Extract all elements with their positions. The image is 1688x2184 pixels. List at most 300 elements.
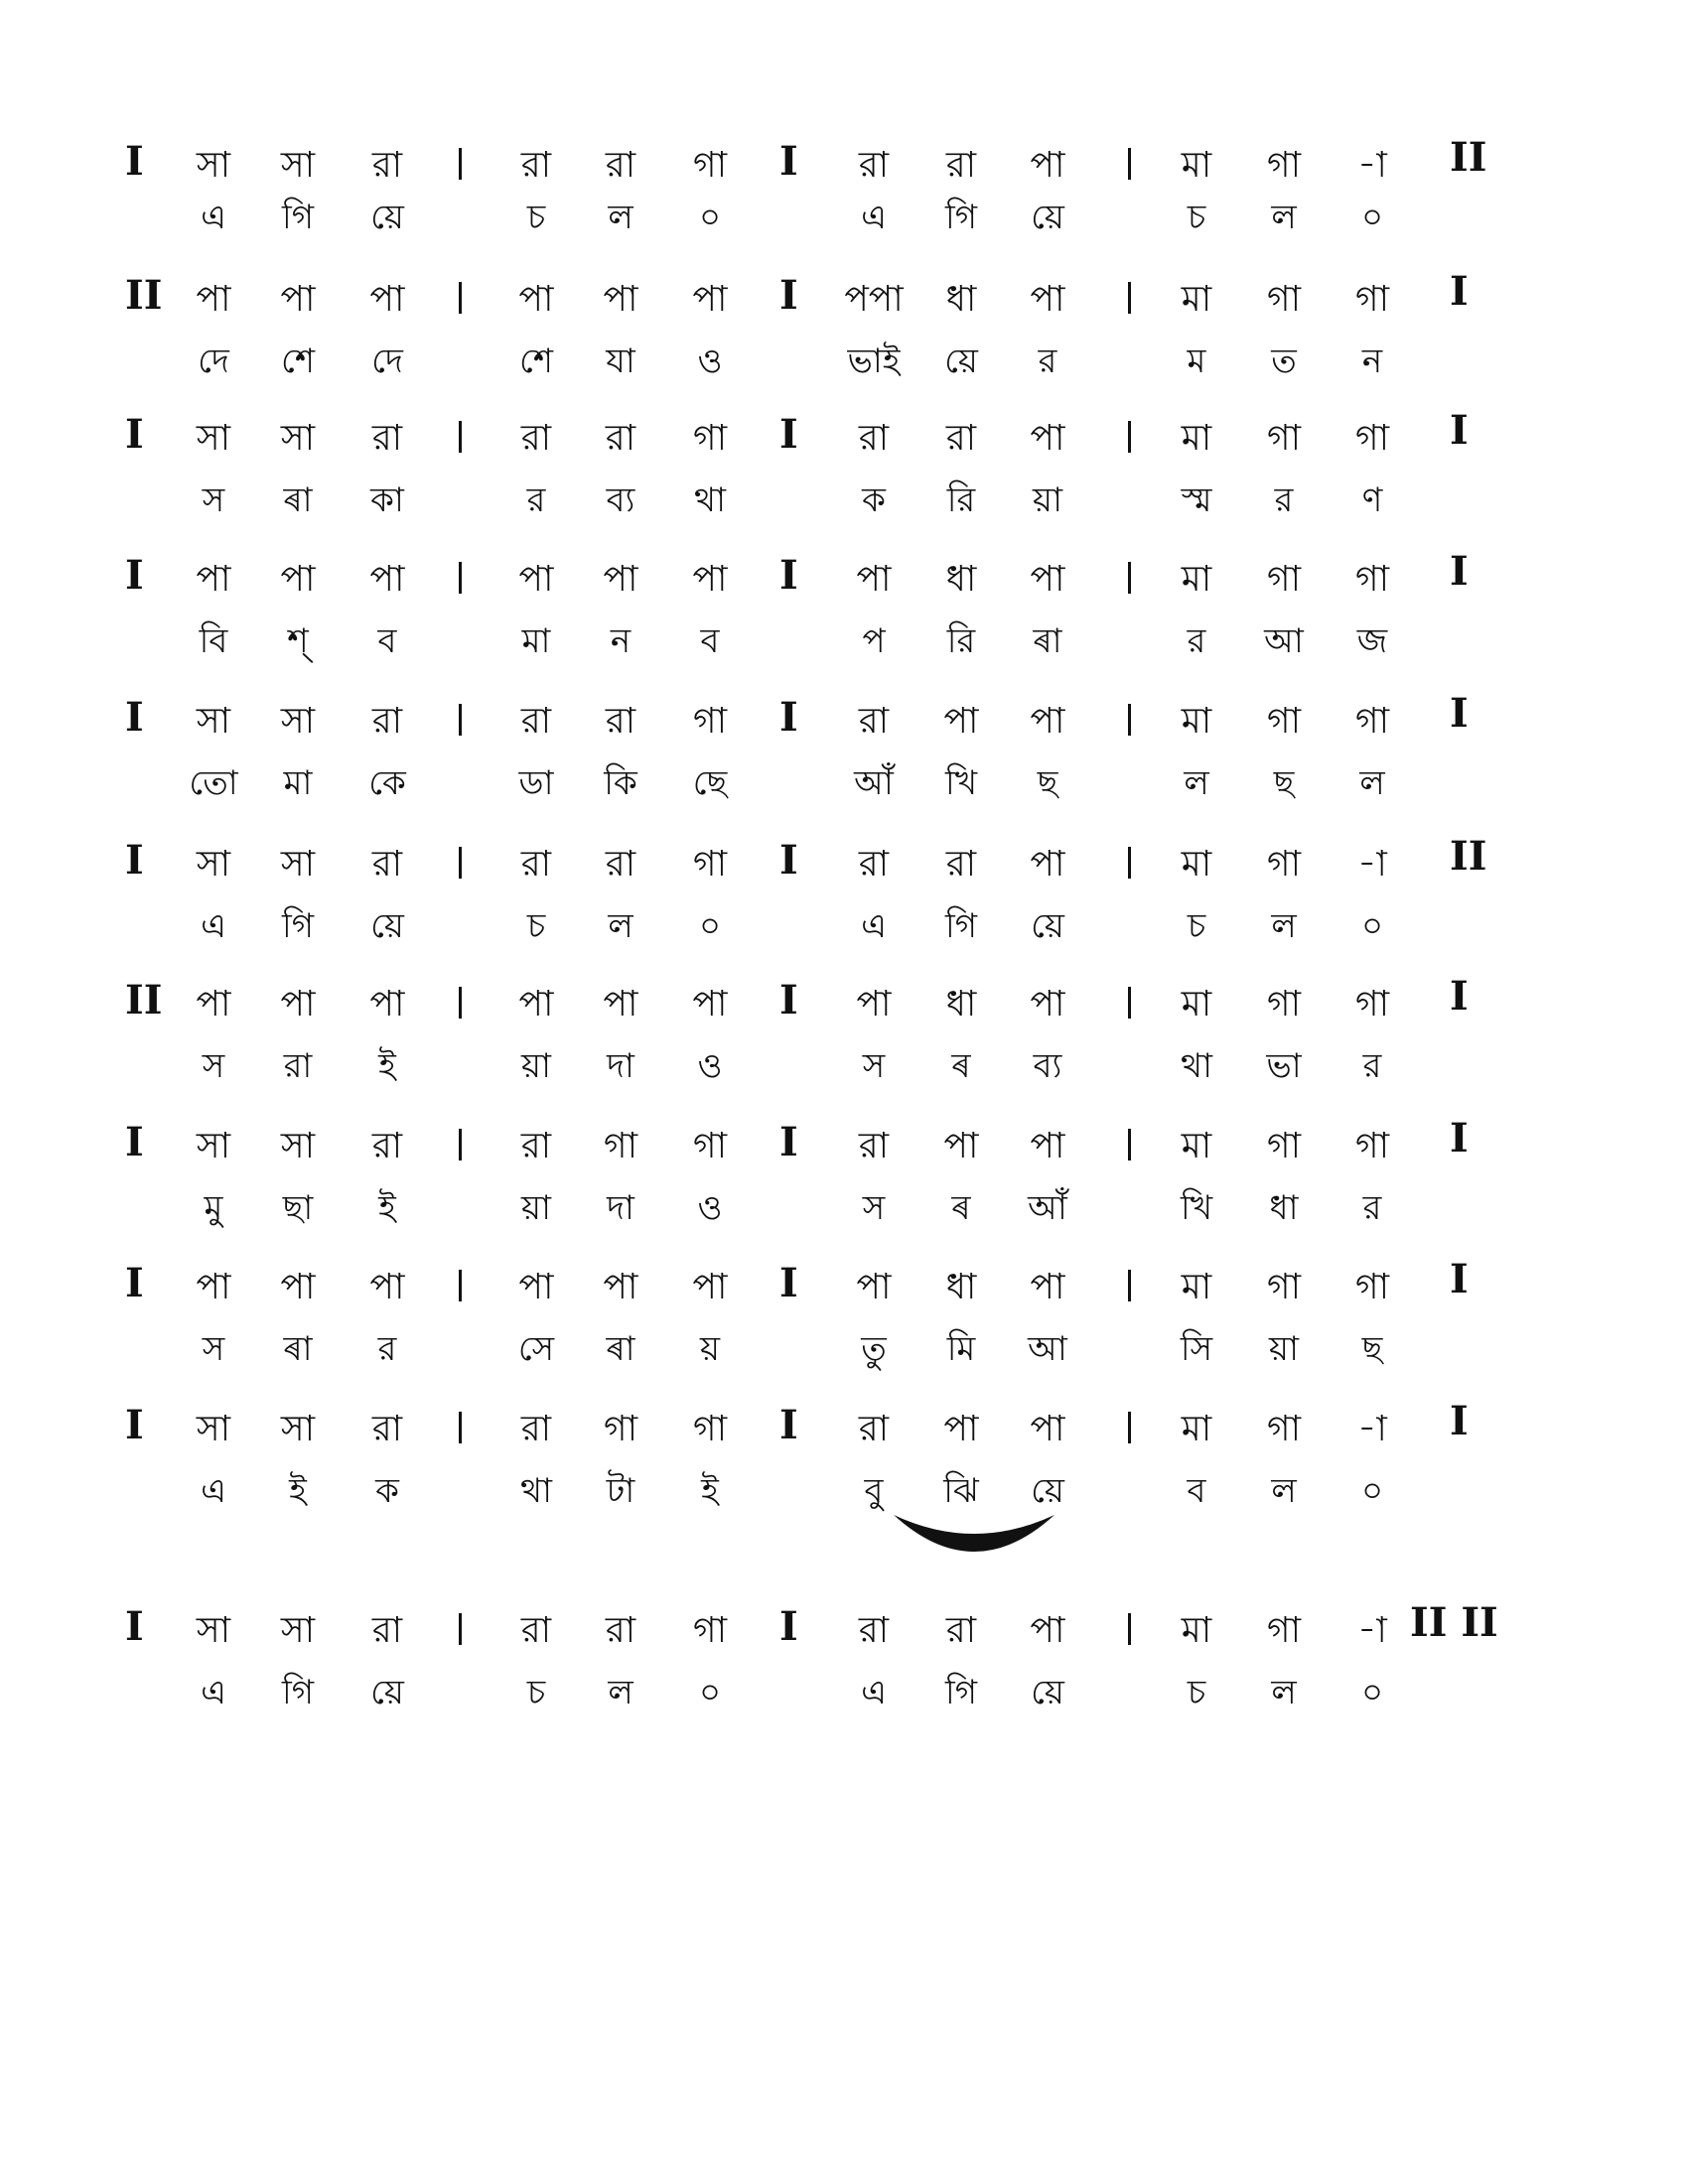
note: গা	[1266, 279, 1302, 320]
lyric-syllable: গি	[281, 1673, 314, 1712]
section-marker: I	[779, 411, 798, 458]
lyric-syllable: প	[862, 621, 886, 661]
end-marker: I	[1450, 690, 1469, 737]
lyric-syllable: ন	[1361, 341, 1383, 381]
lyric-syllable: রি	[946, 480, 976, 520]
lyric-syllable: ০	[1360, 1673, 1384, 1712]
note: রা	[520, 1409, 552, 1449]
lyric-syllable: দে	[198, 341, 229, 381]
note: পা	[196, 984, 231, 1024]
note: গা	[692, 145, 728, 186]
lyric-syllable: শে	[519, 341, 553, 381]
note: গা	[1354, 279, 1390, 320]
note: গা	[1354, 1267, 1390, 1307]
note: গা	[1266, 145, 1302, 186]
note: সা	[196, 418, 231, 459]
note: গা	[692, 1126, 728, 1166]
lyric-syllable: ০	[698, 1673, 722, 1712]
note: সা	[280, 1610, 316, 1651]
lyric-syllable: টা	[606, 1471, 635, 1511]
lyric-syllable: আ	[1028, 1329, 1067, 1369]
lyric-syllable: খি	[944, 763, 978, 803]
lyric-syllable: য়ে	[1031, 1471, 1064, 1511]
section-marker: I	[779, 694, 798, 741]
note: পা	[943, 1409, 979, 1449]
lyric-syllable: দা	[607, 1188, 634, 1228]
note: রা	[520, 844, 552, 885]
note: মা	[1181, 1610, 1212, 1651]
note: রা	[371, 701, 403, 742]
note: সা	[280, 1126, 316, 1166]
lyric-syllable: য়ে	[370, 906, 404, 946]
note: মা	[1181, 418, 1212, 459]
lyric-syllable: স	[202, 480, 225, 520]
bar-line	[459, 847, 462, 879]
note: ধা	[945, 559, 977, 600]
note: সা	[196, 844, 231, 885]
lyric-syllable: মি	[946, 1329, 976, 1369]
note: রা	[520, 701, 552, 742]
note: গা	[603, 1409, 638, 1449]
note: পা	[369, 984, 405, 1024]
note: রা	[858, 844, 890, 885]
start-marker: I	[125, 694, 144, 741]
lyric-syllable: স	[202, 1046, 225, 1086]
lyric-syllable: চ	[526, 198, 546, 237]
lyric-syllable: আঁ	[854, 763, 894, 803]
note: পা	[692, 984, 728, 1024]
lyric-syllable: মা	[521, 621, 551, 661]
note: রা	[371, 1409, 403, 1449]
lyric-syllable: এ	[861, 1673, 887, 1712]
end-marker: I	[1450, 548, 1469, 595]
bar-line	[459, 1412, 462, 1443]
lyric-syllable: আঁ	[1028, 1188, 1067, 1228]
note: গা	[1354, 418, 1390, 459]
note: গা	[1354, 701, 1390, 742]
lyric-syllable: ০	[1360, 906, 1384, 946]
lyric-syllable: দে	[371, 341, 403, 381]
bar-line	[1128, 847, 1131, 879]
lyric-syllable: ৰা	[283, 480, 313, 520]
note: -া	[1357, 844, 1387, 885]
end-marker: I	[1450, 973, 1469, 1020]
note: মা	[1181, 984, 1212, 1024]
lyric-syllable: ৰা	[606, 1329, 635, 1369]
lyric-syllable: র	[1362, 1046, 1382, 1086]
note: পা	[280, 1267, 316, 1307]
note: রা	[945, 844, 977, 885]
note: রা	[945, 1610, 977, 1651]
note: গা	[1354, 559, 1390, 600]
lyric-syllable: এ	[861, 906, 887, 946]
note: রা	[945, 418, 977, 459]
note: পা	[1030, 559, 1065, 600]
lyric-syllable: গি	[281, 198, 314, 237]
start-marker: II	[125, 272, 163, 319]
lyric-syllable: মা	[283, 763, 313, 803]
note: রা	[605, 418, 636, 459]
section-marker: I	[779, 977, 798, 1024]
note: রা	[520, 418, 552, 459]
note: রা	[858, 418, 890, 459]
lyric-syllable: ব্য	[606, 480, 635, 520]
lyric-syllable: ল	[1271, 1673, 1297, 1712]
bar-line	[1128, 704, 1131, 736]
note: পা	[1030, 418, 1065, 459]
note: গা	[692, 701, 728, 742]
lyric-syllable: য়	[699, 1329, 721, 1369]
bar-line	[459, 1129, 462, 1160]
note: পা	[603, 984, 638, 1024]
note: পপা	[844, 279, 904, 320]
note: পা	[603, 559, 638, 600]
lyric-syllable: থা	[520, 1471, 552, 1511]
lyric-syllable: ও	[697, 1046, 723, 1086]
note: সা	[280, 145, 316, 186]
lyric-syllable: র	[1362, 1188, 1382, 1228]
lyric-syllable: ক	[375, 1471, 399, 1511]
lyric-syllable: ব	[377, 621, 397, 661]
lyric-syllable: ল	[1184, 763, 1209, 803]
note: গা	[1266, 1610, 1302, 1651]
note: রা	[945, 145, 977, 186]
note: রা	[371, 418, 403, 459]
end-marker: II	[1450, 833, 1487, 880]
note: রা	[858, 145, 890, 186]
bar-line	[1128, 1270, 1131, 1301]
lyric-syllable: মু	[204, 1188, 223, 1228]
note: পা	[1030, 984, 1065, 1024]
note: পা	[280, 984, 316, 1024]
end-marker: I	[1450, 407, 1469, 454]
lyric-syllable: কা	[370, 480, 404, 520]
note: পা	[692, 279, 728, 320]
note: পা	[1030, 1409, 1065, 1449]
lyric-syllable: য়া	[521, 1046, 551, 1086]
lyric-syllable: ছ	[1037, 763, 1058, 803]
lyric-syllable: য়ে	[944, 341, 978, 381]
note: রা	[371, 145, 403, 186]
slur-mark	[890, 1509, 1058, 1569]
note: গা	[692, 1409, 728, 1449]
lyric-syllable: ও	[697, 341, 723, 381]
note: পা	[1030, 844, 1065, 885]
note: রা	[520, 1126, 552, 1166]
lyric-syllable: য়ে	[370, 1673, 404, 1712]
note: রা	[371, 1126, 403, 1166]
lyric-syllable: চ	[526, 1673, 546, 1712]
bar-line	[1128, 282, 1131, 314]
lyric-syllable: বি	[199, 621, 228, 661]
bar-line	[459, 148, 462, 180]
note: সা	[196, 145, 231, 186]
note: গা	[1266, 559, 1302, 600]
note: পা	[603, 279, 638, 320]
note: মা	[1181, 844, 1212, 885]
start-marker: I	[125, 411, 144, 458]
note: গা	[1354, 984, 1390, 1024]
start-marker: II	[125, 977, 163, 1024]
note: সা	[196, 1126, 231, 1166]
start-marker: I	[125, 138, 144, 185]
bar-line	[459, 282, 462, 314]
note: রা	[371, 844, 403, 885]
lyric-syllable: ছে	[692, 763, 728, 803]
note: পা	[856, 1267, 892, 1307]
start-marker: I	[125, 1119, 144, 1165]
end-marker: II	[1450, 134, 1487, 181]
start-marker: I	[125, 1603, 144, 1650]
note: পা	[1030, 1267, 1065, 1307]
lyric-syllable: থা	[1181, 1046, 1212, 1086]
lyric-syllable: জ	[1356, 621, 1388, 661]
lyric-syllable: গি	[944, 198, 977, 237]
lyric-syllable: ডা	[518, 763, 554, 803]
lyric-syllable: তু	[861, 1329, 887, 1369]
lyric-syllable: ছ	[1273, 763, 1295, 803]
note: রা	[858, 1610, 890, 1651]
lyric-syllable: র	[1274, 480, 1294, 520]
lyric-syllable: ই	[378, 1188, 396, 1228]
note: মা	[1181, 279, 1212, 320]
lyric-syllable: ধা	[1269, 1188, 1299, 1228]
end-marker: I	[1450, 1398, 1469, 1444]
note: রা	[605, 1610, 636, 1651]
bar-line	[459, 704, 462, 736]
note: সা	[280, 1409, 316, 1449]
lyric-syllable: ০	[1360, 198, 1384, 237]
note: রা	[520, 145, 552, 186]
note: গা	[1266, 1126, 1302, 1166]
lyric-syllable: ভা	[1266, 1046, 1302, 1086]
note: সা	[196, 1610, 231, 1651]
lyric-syllable: এ	[201, 198, 226, 237]
note: পা	[1030, 1610, 1065, 1651]
lyric-syllable: ০	[698, 198, 722, 237]
note: পা	[603, 1267, 638, 1307]
start-marker: I	[125, 552, 144, 599]
lyric-syllable: ঝি	[943, 1471, 979, 1511]
section-marker: I	[779, 552, 798, 599]
lyric-syllable: গি	[944, 906, 977, 946]
note: রা	[605, 701, 636, 742]
note: পা	[196, 279, 231, 320]
lyric-syllable: শে	[281, 341, 315, 381]
lyric-syllable: ০	[1360, 1471, 1384, 1511]
bar-line	[1128, 1129, 1131, 1160]
lyric-syllable: ল	[608, 906, 633, 946]
lyric-syllable: তো	[189, 763, 238, 803]
section-marker: I	[779, 1603, 798, 1650]
note: গা	[692, 844, 728, 885]
note: পা	[196, 1267, 231, 1307]
lyric-syllable: য়ে	[1031, 198, 1064, 237]
lyric-syllable: ল	[1271, 1471, 1297, 1511]
note: রা	[858, 701, 890, 742]
note: -া	[1357, 145, 1387, 186]
bar-line	[1128, 1613, 1131, 1645]
note: মা	[1181, 145, 1212, 186]
note: ধা	[945, 984, 977, 1024]
lyric-syllable: ই	[289, 1471, 307, 1511]
note: পা	[943, 1126, 979, 1166]
lyric-syllable: বু	[864, 1471, 884, 1511]
note: রা	[520, 1610, 552, 1651]
lyric-syllable: ভাই	[847, 341, 901, 381]
lyric-syllable: স	[862, 1046, 886, 1086]
note: পা	[280, 279, 316, 320]
note: পা	[369, 279, 405, 320]
section-marker: I	[779, 272, 798, 319]
note: রা	[858, 1126, 890, 1166]
note: সা	[280, 701, 316, 742]
bar-line	[1128, 562, 1131, 594]
end-marker: I	[1450, 1256, 1469, 1302]
lyric-syllable: চ	[1187, 1673, 1206, 1712]
section-marker: I	[779, 1119, 798, 1165]
lyric-syllable: এ	[201, 906, 226, 946]
lyric-syllable: রি	[946, 621, 976, 661]
section-marker: I	[779, 1402, 798, 1448]
lyric-syllable: ই	[701, 1471, 719, 1511]
note: পা	[518, 559, 554, 600]
bar-line	[459, 1613, 462, 1645]
lyric-syllable: ল	[608, 198, 633, 237]
note: পা	[1030, 145, 1065, 186]
note: পা	[518, 1267, 554, 1307]
note: ধা	[945, 279, 977, 320]
note: গা	[692, 418, 728, 459]
end-marker: I	[1450, 268, 1469, 315]
note: মা	[1181, 559, 1212, 600]
lyric-syllable: কি	[604, 763, 637, 803]
lyric-syllable: রা	[283, 1046, 313, 1086]
note: সা	[280, 418, 316, 459]
bar-line	[1128, 1412, 1131, 1443]
lyric-syllable: এ	[861, 198, 887, 237]
lyric-syllable: ৰ	[951, 1188, 971, 1228]
lyric-syllable: য়ে	[1031, 1673, 1064, 1712]
note: গা	[603, 1126, 638, 1166]
bar-line	[459, 987, 462, 1019]
lyric-syllable: ই	[378, 1046, 396, 1086]
lyric-syllable: য়া	[521, 1188, 551, 1228]
end-marker: II II	[1410, 1599, 1498, 1646]
note: সা	[280, 844, 316, 885]
lyric-syllable: ণ	[1361, 480, 1383, 520]
start-marker: I	[125, 1402, 144, 1448]
note: পা	[692, 559, 728, 600]
lyric-syllable: র	[377, 1329, 397, 1369]
note: পা	[369, 559, 405, 600]
lyric-syllable: য়ে	[1031, 906, 1064, 946]
note: রা	[858, 1409, 890, 1449]
bar-line	[1128, 987, 1131, 1019]
lyric-syllable: য়া	[1269, 1329, 1299, 1369]
note: পা	[1030, 1126, 1065, 1166]
note: পা	[692, 1267, 728, 1307]
lyric-syllable: ল	[1359, 763, 1385, 803]
note: ধা	[945, 1267, 977, 1307]
note: পা	[196, 559, 231, 600]
lyric-syllable: এ	[201, 1673, 226, 1712]
note: গা	[1266, 701, 1302, 742]
note: রা	[605, 145, 636, 186]
lyric-syllable: ছ	[1361, 1329, 1383, 1369]
lyric-syllable: য়ে	[370, 198, 404, 237]
note: গা	[1266, 844, 1302, 885]
note: পা	[369, 1267, 405, 1307]
section-marker: I	[779, 1260, 798, 1306]
note: গা	[1266, 984, 1302, 1024]
note: পা	[856, 984, 892, 1024]
lyric-syllable: ক	[862, 480, 886, 520]
lyric-syllable: ব্য	[1033, 1046, 1062, 1086]
bar-line	[1128, 421, 1131, 453]
start-marker: I	[125, 1260, 144, 1306]
lyric-syllable: র	[1187, 621, 1206, 661]
note: গা	[1354, 1126, 1390, 1166]
note: পা	[943, 701, 979, 742]
lyric-syllable: ০	[698, 906, 722, 946]
note: মা	[1181, 1409, 1212, 1449]
lyric-syllable: ছা	[282, 1188, 314, 1228]
section-marker: I	[779, 837, 798, 884]
bar-line	[459, 1270, 462, 1301]
note: -া	[1357, 1409, 1387, 1449]
lyric-syllable: খি	[1180, 1188, 1213, 1228]
lyric-syllable: গি	[944, 1673, 977, 1712]
end-marker: I	[1450, 1115, 1469, 1161]
lyric-syllable: চ	[526, 906, 546, 946]
note: গা	[1266, 1267, 1302, 1307]
lyric-syllable: চ	[1187, 198, 1206, 237]
lyric-syllable: ল	[1271, 198, 1297, 237]
bar-line	[1128, 148, 1131, 180]
note: পা	[518, 279, 554, 320]
lyric-syllable: চ	[1187, 906, 1206, 946]
lyric-syllable: ব	[700, 621, 720, 661]
bar-line	[459, 562, 462, 594]
note: পা	[518, 984, 554, 1024]
lyric-syllable: সি	[1180, 1329, 1213, 1369]
lyric-syllable: ত	[1271, 341, 1297, 381]
note: পা	[280, 559, 316, 600]
lyric-syllable: ও	[697, 1188, 723, 1228]
lyric-syllable: র	[1038, 341, 1057, 381]
note: রা	[605, 844, 636, 885]
lyric-syllable: শ্	[287, 621, 309, 661]
lyric-syllable: ব	[1187, 1471, 1206, 1511]
lyric-syllable: স	[202, 1329, 225, 1369]
note: পা	[1030, 279, 1065, 320]
start-marker: I	[125, 837, 144, 884]
lyric-syllable: স	[862, 1188, 886, 1228]
note: মা	[1181, 1267, 1212, 1307]
lyric-syllable: য়া	[1033, 480, 1062, 520]
note: মা	[1181, 1126, 1212, 1166]
lyric-syllable: যা	[606, 341, 635, 381]
lyric-syllable: আ	[1264, 621, 1304, 661]
lyric-syllable: ল	[608, 1673, 633, 1712]
lyric-syllable: গি	[281, 906, 314, 946]
section-marker: I	[779, 138, 798, 185]
note: গা	[1266, 418, 1302, 459]
note: পা	[856, 559, 892, 600]
lyric-syllable: ৰা	[1033, 621, 1062, 661]
note: গা	[1266, 1409, 1302, 1449]
